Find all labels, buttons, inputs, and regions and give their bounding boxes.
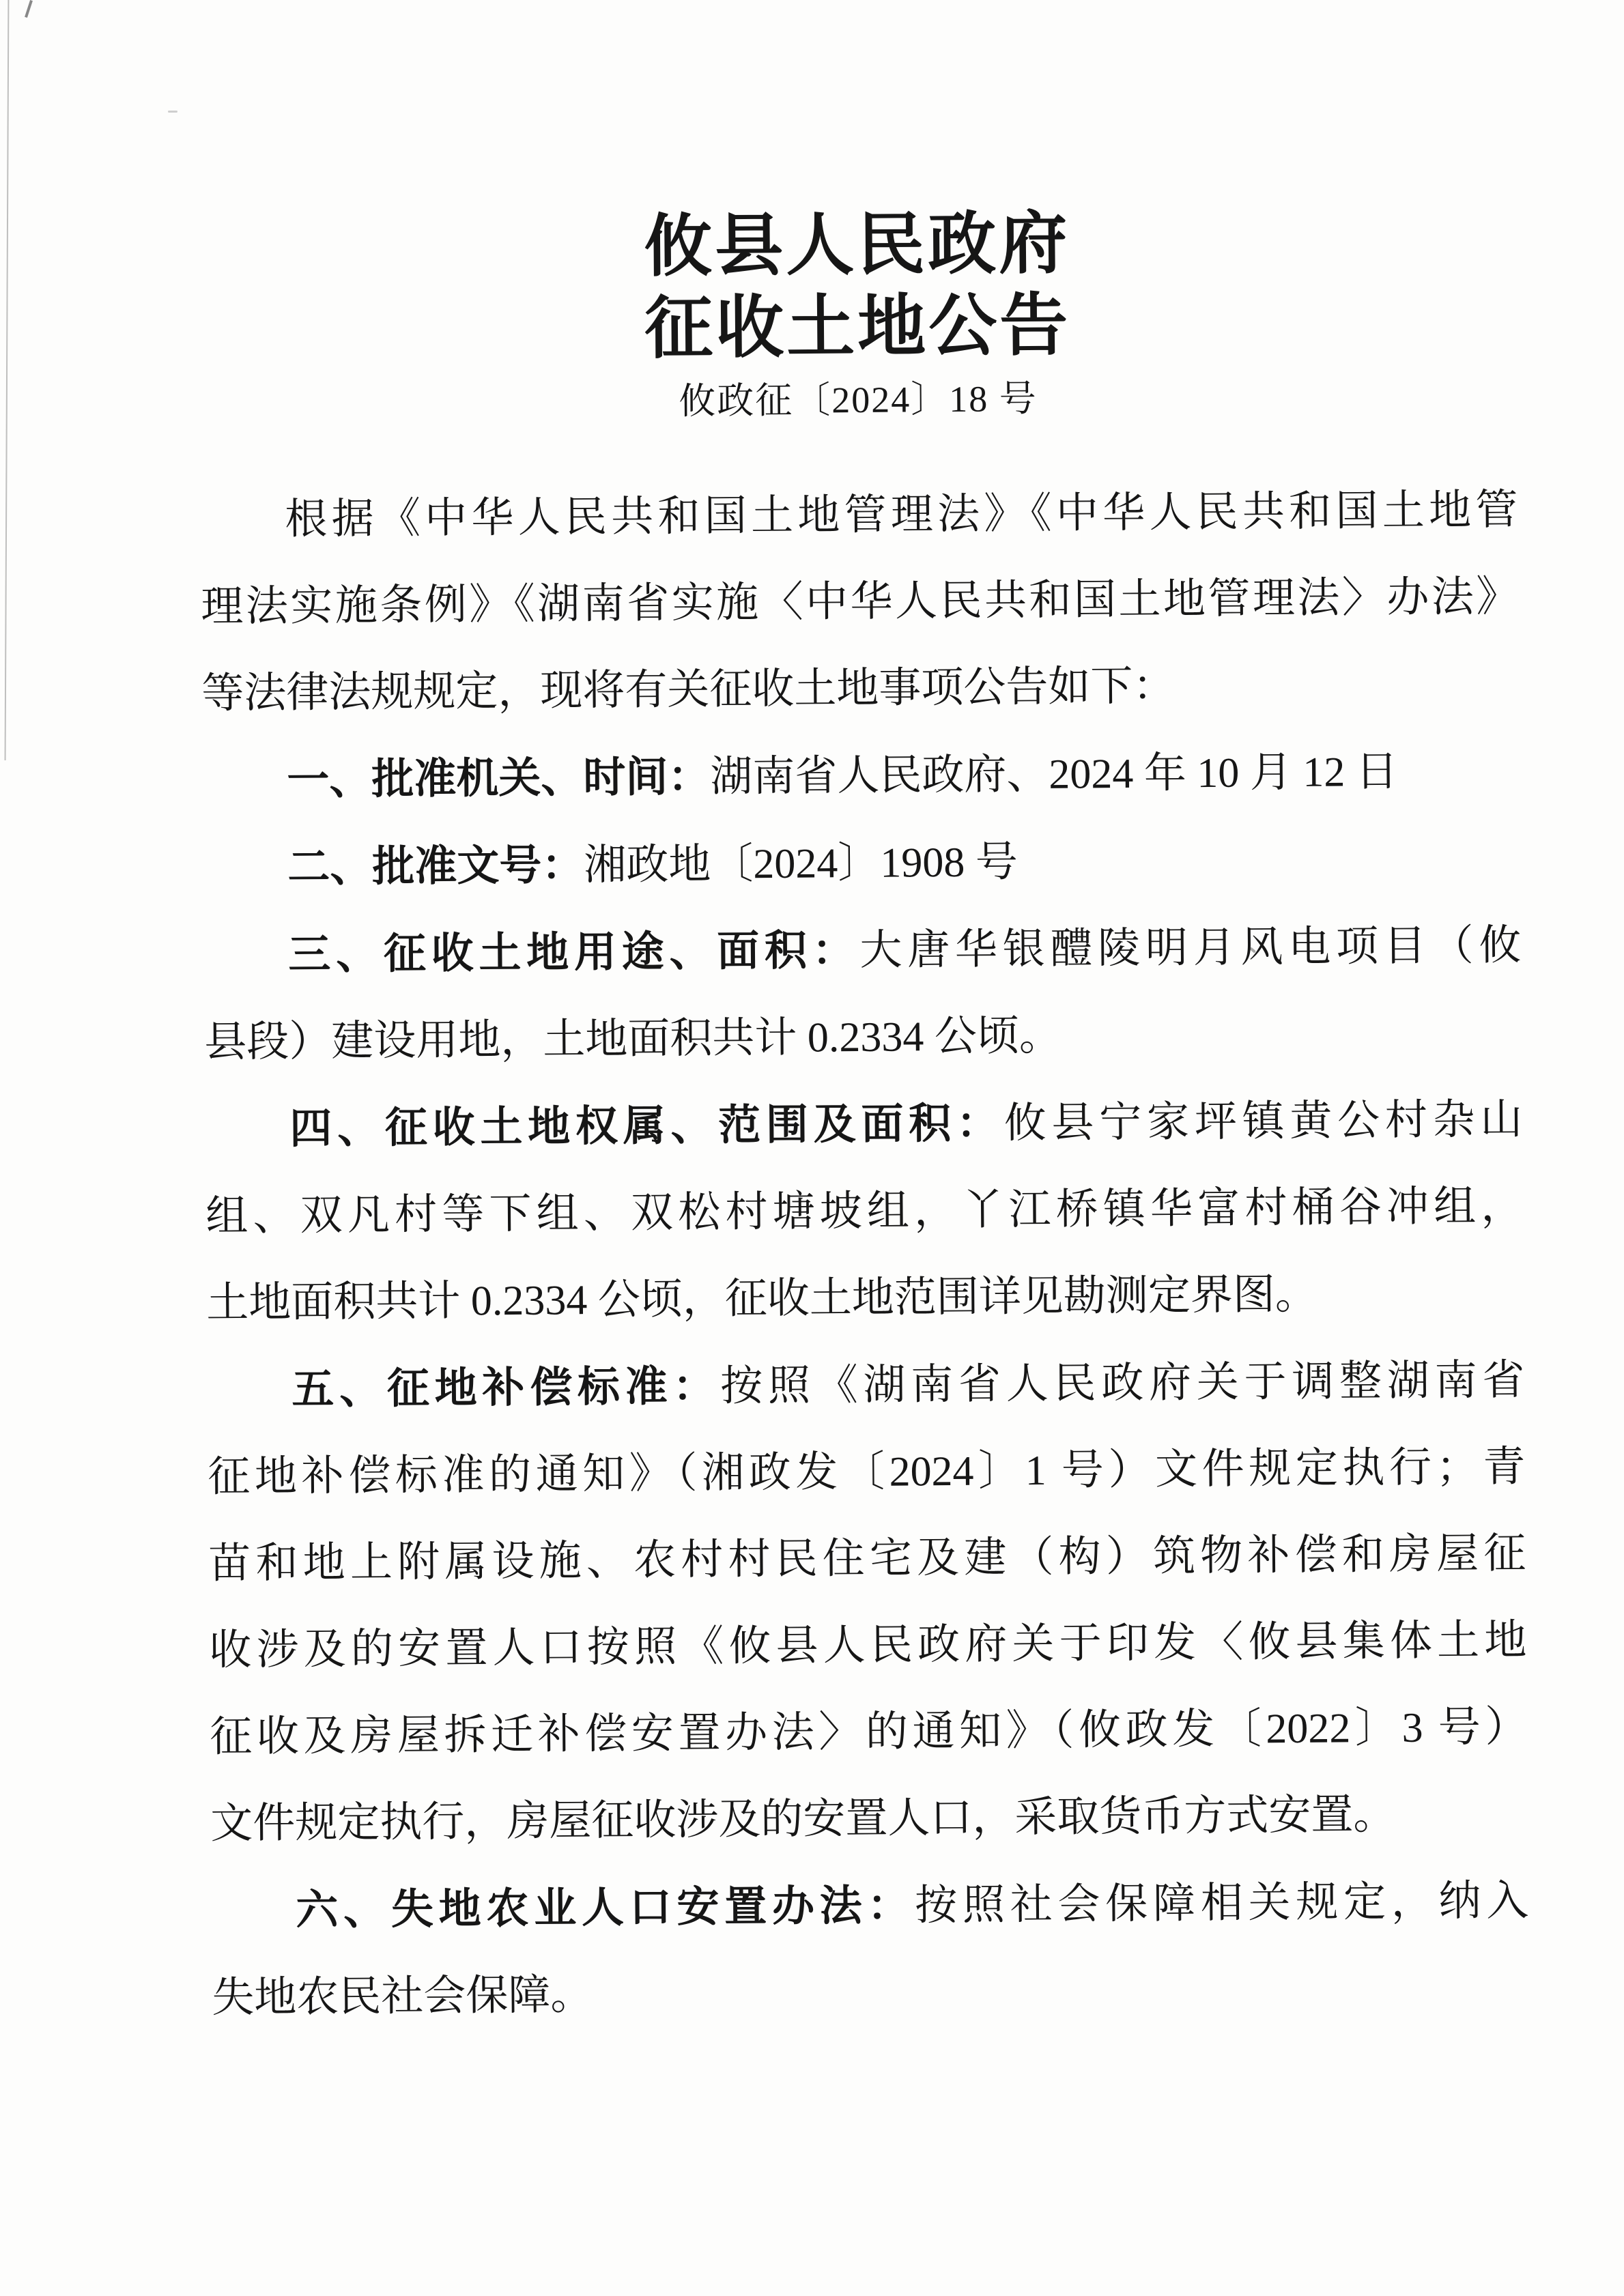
text-segment: 土地面积共计 0.2334 公顷，征收土地范围详见勘测定界图。 [206,1271,1318,1327]
text-segment: 失地农民社会保障。 [212,1972,593,2022]
text-segment: 大唐华银醴陵明月风电项目（攸 [859,922,1522,975]
text-segment: 湘政地〔2024〕1908 号 [584,839,1018,889]
document-title-line-1: 攸县人民政府 [643,205,1070,285]
text-segment: 收涉及的安置人口按照《攸县人民政府关于印发〈攸县集体土地 [209,1617,1527,1674]
text-segment: 等法律法规规定，现将有关征收土地事项公告如下： [201,663,1176,717]
text-segment: 征地补偿标准的通知》（湘政发〔2024〕1 号）文件规定执行；青 [208,1444,1526,1501]
text-segment: 组、双凡村等下组、双松村塘坡组，丫江桥镇华富村桶谷冲组， [205,1183,1524,1240]
text-segment: 征收及房屋拆迁补偿安置办法〉的通知》（攸政发〔2022〕3 号） [210,1704,1528,1761]
item-heading: 六、失地农业人口安置办法： [296,1882,915,1934]
text-segment: 攸县宁家坪镇黄公村杂山 [1003,1096,1523,1147]
document-content [196,0,1529,2042]
item-3-land-use-and-area-line-2 [204,989,1522,1086]
intro-paragraph-line-1 [200,467,1518,564]
item-5-compensation-standard-line-2 [208,1424,1526,1521]
document-number: 攸政征〔2024〕18 号 [679,377,1038,422]
scan-artifact-corner-mark [25,0,33,18]
text-segment: 根据《中华人民共和国土地管理法》《中华人民共和国土地管 [285,487,1518,543]
item-2-approval-document-number-line-1 [203,814,1521,912]
text-segment: 苗和地上附属设施、农村村民住宅及建（构）筑物补偿和房屋征 [208,1530,1526,1588]
item-heading: 一、批准机关、时间： [287,753,711,804]
item-5-compensation-standard-line-1 [207,1336,1525,1434]
intro-paragraph-line-2 [201,554,1519,650]
item-4-ownership-scope-area-line-3 [206,1250,1524,1347]
text-segment: 湖南省人民政府、2024 年 10 月 12 日 [710,748,1399,801]
item-6-resettlement-of-landless-farmers-line-1 [211,1857,1529,1955]
text-segment: 按照社会保障相关规定，纳入 [914,1878,1529,1929]
item-6-resettlement-of-landless-farmers-line-2 [212,1945,1530,2041]
text-segment: 县段）建设用地，土地面积共计 0.2334 公顷。 [204,1012,1062,1066]
item-heading: 二、批准文号： [287,842,584,891]
scan-artifact-left-edge-line [5,0,10,760]
item-4-ownership-scope-area-line-1 [205,1076,1523,1173]
document-title-line-2: 征收土地公告 [644,287,1071,367]
scan-artifact-speck [168,111,177,113]
item-5-compensation-standard-line-4 [209,1597,1527,1694]
item-heading: 四、征收土地权属、范围及面积： [289,1100,1005,1153]
document-body [200,467,1530,2041]
item-5-compensation-standard-line-6 [210,1770,1528,1867]
text-segment: 理法实施条例》《湖南省实施〈中华人民共和国土地管理法〉办法》 [201,573,1519,631]
item-heading: 三、征收土地用途、面积： [288,927,860,979]
item-4-ownership-scope-area-line-2 [205,1163,1524,1260]
item-1-approval-authority-line-1 [202,727,1520,824]
intro-paragraph-line-3 [201,640,1520,737]
text-segment: 按照《湖南省人民政府关于调整湖南省 [720,1357,1525,1410]
item-5-compensation-standard-line-3 [208,1510,1526,1607]
item-heading: 五、征地补偿标准： [291,1362,721,1414]
item-5-compensation-standard-line-5 [210,1684,1528,1781]
text-segment: 文件规定执行，房屋征收涉及的安置人口，采取货币方式安置。 [210,1791,1396,1848]
item-3-land-use-and-area-line-1 [203,902,1522,999]
